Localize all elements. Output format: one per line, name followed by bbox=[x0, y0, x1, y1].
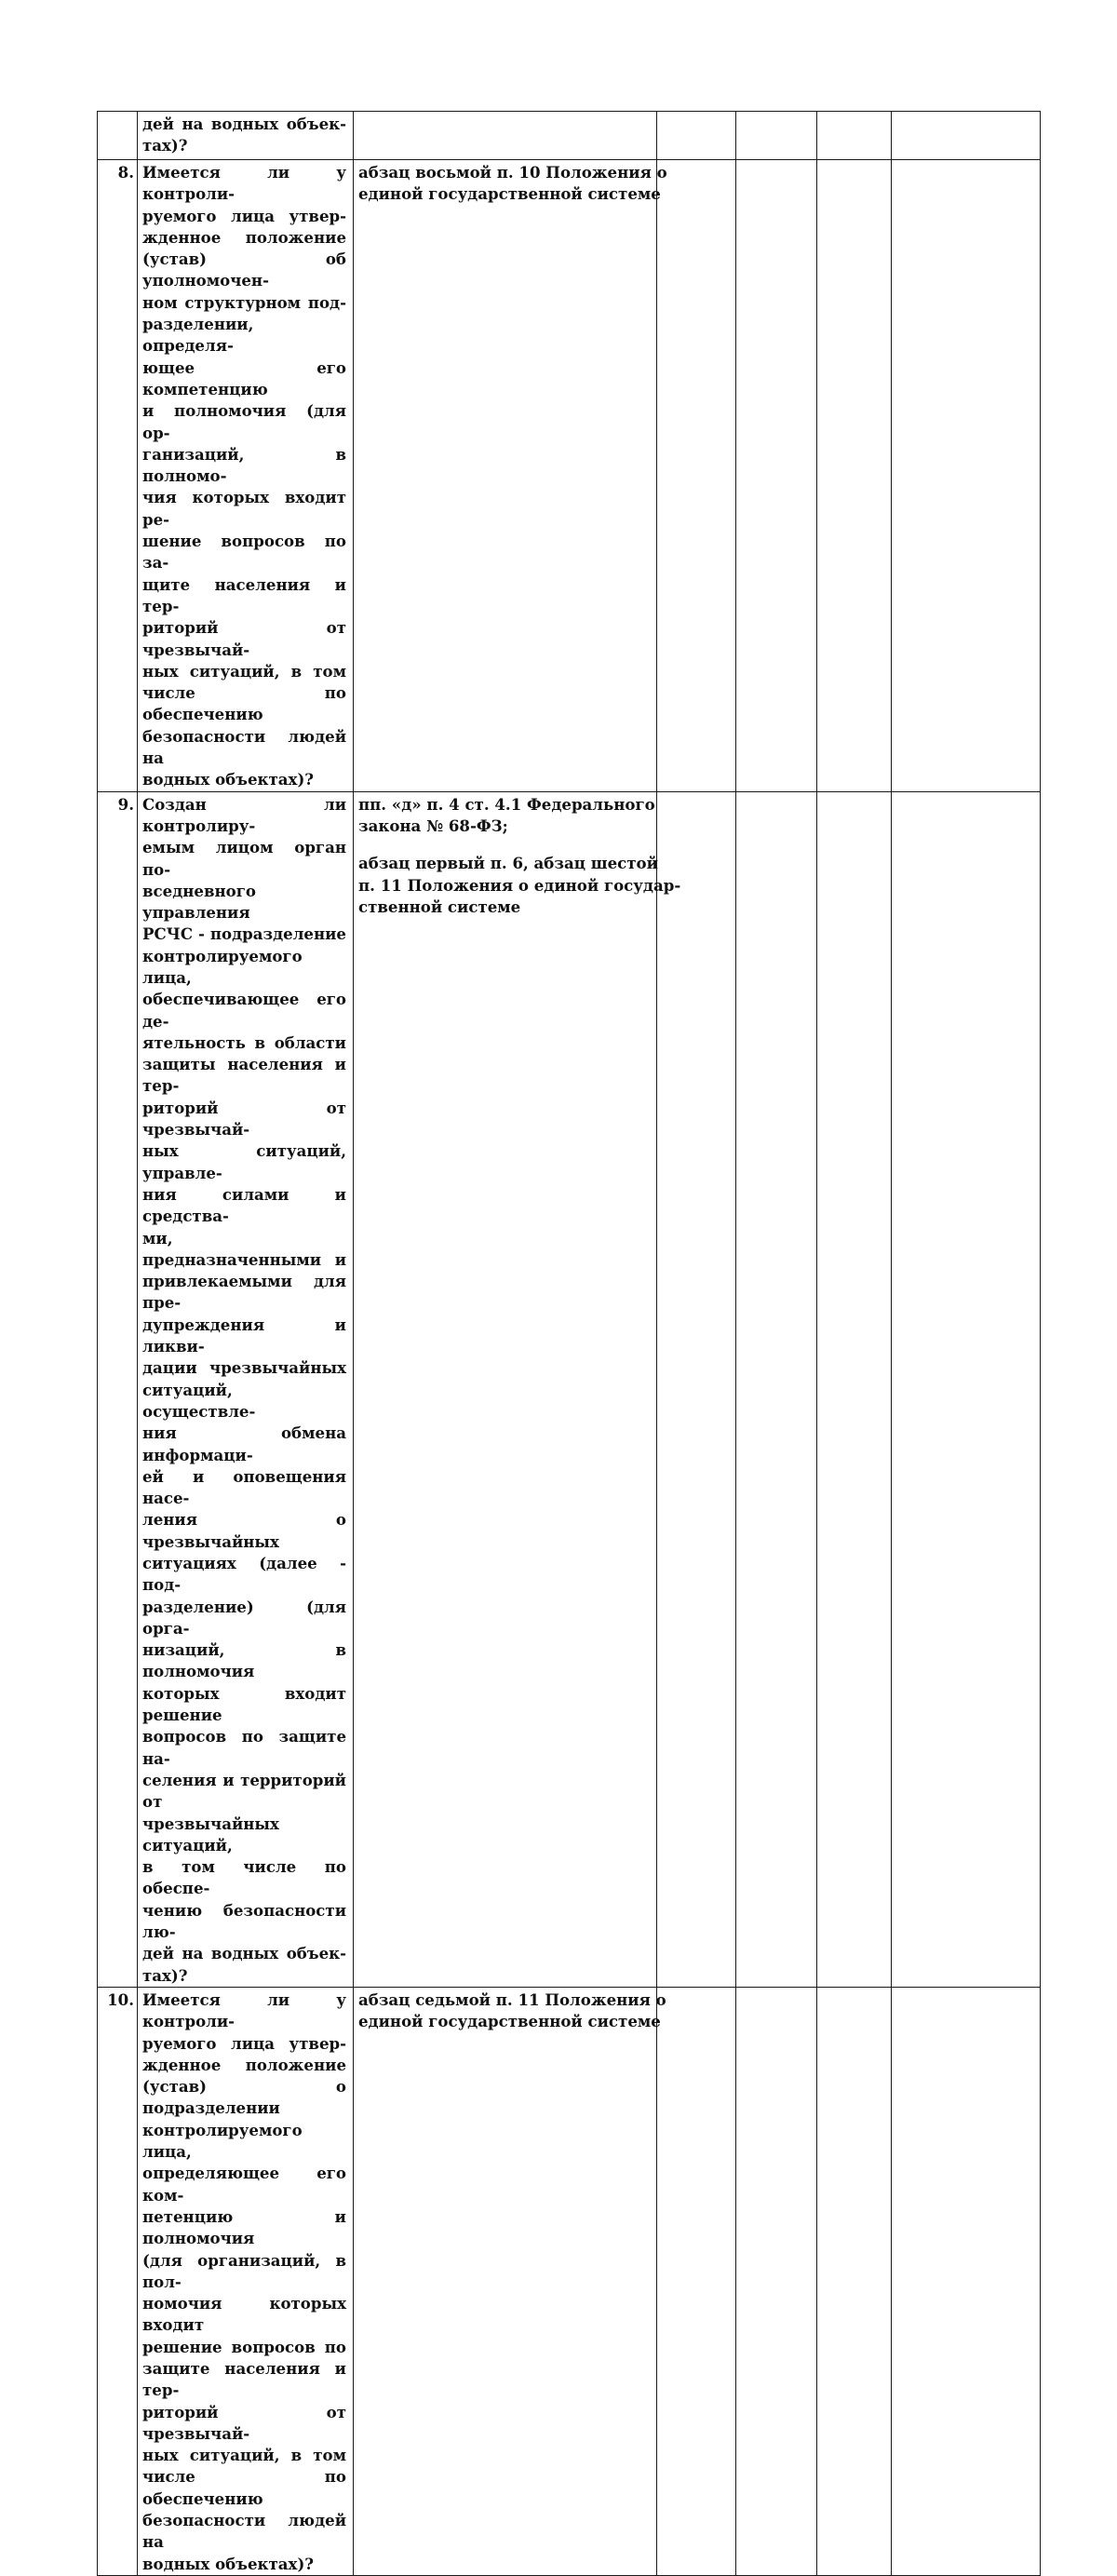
legal-reference-cell bbox=[354, 112, 657, 160]
question-line: вседневного управления bbox=[142, 881, 256, 923]
empty-answer-cell bbox=[817, 791, 892, 1987]
question-line: Имеется ли у контроли- bbox=[142, 1989, 346, 2031]
empty-answer-cell bbox=[892, 112, 1041, 160]
empty-answer-cell bbox=[657, 112, 736, 160]
question-line: номочия которых входит bbox=[142, 2294, 346, 2335]
question-line: РСЧС - подразделение bbox=[142, 924, 346, 944]
row-number-cell bbox=[98, 1987, 138, 2575]
question-line: (устав) о подразделении bbox=[142, 2077, 346, 2118]
question-line: контролируемого лица, bbox=[142, 2120, 303, 2162]
row-number-cell bbox=[98, 160, 138, 792]
question-line: руемого лица утвер- bbox=[142, 2033, 346, 2053]
empty-answer-cell bbox=[892, 160, 1041, 792]
question-line: дей на водных объек- bbox=[142, 1944, 346, 1963]
question-line: риторий от чрезвычай- bbox=[142, 618, 346, 659]
question-line: ятельность в области bbox=[142, 1032, 346, 1052]
table-row bbox=[98, 160, 1041, 792]
empty-answer-cell bbox=[657, 1987, 736, 2575]
question-line: разделении, определя- bbox=[142, 315, 254, 356]
question-line: и полномочия (для ор- bbox=[142, 401, 346, 442]
question-line: тах)? bbox=[142, 136, 188, 155]
legal-reference-line: ственной системе bbox=[358, 897, 521, 916]
empty-answer-cell bbox=[736, 112, 817, 160]
question-line: селения и территорий от bbox=[142, 1770, 346, 1812]
question-line: чению безопасности лю- bbox=[142, 1900, 346, 1942]
question-line: дупреждения и ликви- bbox=[142, 1315, 346, 1356]
question-line: ления о чрезвычайных bbox=[142, 1510, 346, 1551]
legal-reference-cell bbox=[354, 160, 667, 792]
question-line: тах)? bbox=[142, 1965, 188, 1985]
question-line: чрезвычайных ситуаций, bbox=[142, 1814, 279, 1854]
question-line: жденное положение bbox=[142, 227, 346, 247]
question-line: ситуациях (далее - под- bbox=[142, 1554, 346, 1595]
legal-reference-line: единой государственной системе bbox=[358, 2012, 661, 2031]
question-cell bbox=[138, 160, 354, 792]
question-line: ния обмена информаци- bbox=[142, 1423, 346, 1464]
question-line: низаций, в полномочия bbox=[142, 1640, 346, 1681]
question-line: дации чрезвычайных bbox=[142, 1358, 346, 1378]
empty-answer-cell bbox=[657, 791, 736, 1987]
legal-reference-line: абзац восьмой п. 10 Положения о bbox=[358, 163, 667, 182]
empty-answer-cell bbox=[736, 1987, 817, 2575]
question-line: шение вопросов по за- bbox=[142, 532, 346, 573]
question-line: ми, предназначенными и bbox=[142, 1228, 346, 1269]
question-line: ганизаций, в полномо- bbox=[142, 444, 346, 486]
table-row bbox=[98, 1987, 1041, 2575]
question-line: ных ситуаций, в том bbox=[142, 661, 346, 681]
checklist-table bbox=[97, 111, 1041, 2576]
row-number-cell bbox=[98, 791, 138, 1987]
empty-answer-cell bbox=[892, 1987, 1041, 2575]
question-line: ных ситуаций, в том bbox=[142, 2446, 346, 2465]
empty-answer-cell bbox=[817, 160, 892, 792]
legal-reference-cell bbox=[354, 1987, 666, 2575]
question-line: щите населения и тер- bbox=[142, 574, 346, 615]
question-line: определяющее его ком- bbox=[142, 2164, 346, 2205]
question-line: (для организаций, в пол- bbox=[142, 2250, 346, 2291]
question-line: обеспечивающее его де- bbox=[142, 990, 346, 1031]
question-cell bbox=[138, 791, 354, 1987]
reference-gap bbox=[358, 837, 652, 853]
row-number: 8. bbox=[117, 163, 134, 182]
legal-reference-line: абзац первый п. 6, абзац шестой bbox=[358, 854, 658, 873]
empty-answer-cell bbox=[657, 160, 736, 792]
question-line: емым лицом орган по- bbox=[142, 838, 346, 879]
question-line: разделение) (для орга- bbox=[142, 1597, 346, 1638]
question-line: Создан ли контролиру- bbox=[142, 794, 346, 835]
empty-answer-cell bbox=[736, 160, 817, 792]
question-line: водных объектах)? bbox=[142, 2554, 315, 2573]
question-line: безопасности людей на bbox=[142, 2511, 346, 2552]
row-number: 9. bbox=[117, 794, 134, 814]
question-line: защиты населения и тер- bbox=[142, 1055, 346, 1096]
question-line: контролируемого лица, bbox=[142, 946, 303, 987]
question-line: Имеется ли у контроли- bbox=[142, 163, 346, 204]
empty-answer-cell bbox=[892, 791, 1041, 1987]
question-line: числе по обеспечению bbox=[142, 2467, 346, 2508]
question-line: ном структурном под- bbox=[142, 292, 346, 312]
legal-reference-line: закона № 68-ФЗ; bbox=[358, 816, 508, 835]
question-line: ей и оповещения насе- bbox=[142, 1466, 346, 1508]
table-row bbox=[98, 791, 1041, 1987]
question-line: петенцию и полномочия bbox=[142, 2206, 346, 2248]
empty-answer-cell bbox=[817, 112, 892, 160]
question-line: жденное положение bbox=[142, 2055, 346, 2074]
question-cell bbox=[138, 112, 354, 160]
row-number: 10. bbox=[107, 1989, 134, 2009]
row-number-cell bbox=[98, 112, 138, 160]
legal-reference-cell bbox=[354, 791, 681, 1987]
table-row bbox=[98, 112, 1041, 160]
empty-answer-cell bbox=[817, 1987, 892, 2575]
question-line: ных ситуаций, управле- bbox=[142, 1141, 346, 1182]
question-line: привлекаемыми для пре- bbox=[142, 1272, 346, 1313]
question-line: руемого лица утвер- bbox=[142, 206, 346, 225]
question-cell bbox=[138, 1987, 354, 2575]
question-line: в том числе по обеспе- bbox=[142, 1857, 346, 1898]
legal-reference-line: единой государственной системе bbox=[358, 184, 661, 204]
legal-reference-line: абзац седьмой п. 11 Положения о bbox=[358, 1989, 666, 2009]
question-line: риторий от чрезвычай- bbox=[142, 2402, 346, 2443]
question-line: ющее его компетенцию bbox=[142, 357, 346, 398]
question-line: чия которых входит ре- bbox=[142, 488, 346, 529]
question-line: вопросов по защите на- bbox=[142, 1727, 346, 1768]
question-line: риторий от чрезвычай- bbox=[142, 1098, 346, 1140]
question-line: которых входит решение bbox=[142, 1683, 346, 1725]
legal-reference-line: п. 11 Положения о единой государ- bbox=[358, 875, 681, 895]
question-line: водных объектах)? bbox=[142, 770, 315, 789]
question-line: (устав) об уполномочен- bbox=[142, 250, 346, 290]
question-line: безопасности людей на bbox=[142, 726, 346, 768]
question-line: решение вопросов по bbox=[142, 2337, 346, 2356]
checklist-table-body bbox=[98, 112, 1041, 2576]
question-line: ситуаций, осуществле- bbox=[142, 1380, 256, 1421]
question-line: числе по обеспечению bbox=[142, 683, 346, 724]
empty-answer-cell bbox=[736, 791, 817, 1987]
question-line: дей на водных объек- bbox=[142, 115, 346, 133]
question-line: ния силами и средства- bbox=[142, 1184, 346, 1226]
legal-reference-line: пп. «д» п. 4 ст. 4.1 Федерального bbox=[358, 794, 655, 814]
question-line: защите населения и тер- bbox=[142, 2358, 346, 2400]
